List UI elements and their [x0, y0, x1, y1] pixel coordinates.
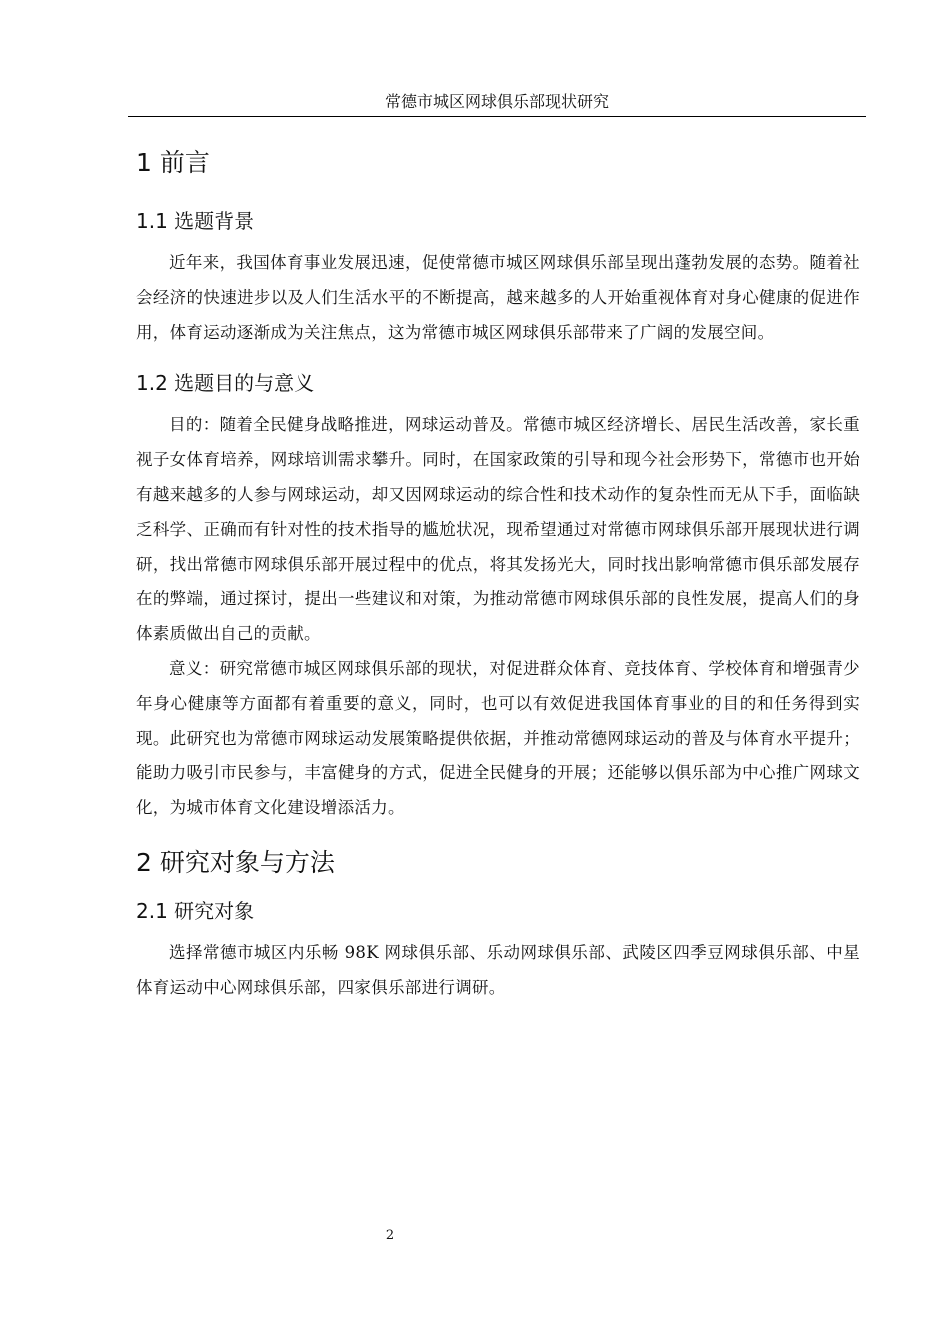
section-2-1-paragraph: 选择常德市城区内乐畅 98K 网球俱乐部、乐动网球俱乐部、武陵区四季豆网球俱乐部、中星体育运动中心网球俱乐部，四家俱乐部进行调研。: [136, 942, 860, 997]
page-number: 2: [385, 1228, 395, 1243]
running-header-title: 常德市城区网球俱乐部现状研究: [384, 92, 609, 111]
section-1-1-heading: 1.1 选题背景: [136, 209, 255, 233]
section-2-1-heading: 2.1 研究对象: [136, 898, 255, 923]
page-content: [136, 140, 860, 1006]
running-header: [128, 90, 866, 117]
section-1-1-paragraph: 近年来，我国体育事业发展迅速，促使常德市城区网球俱乐部呈现出蓬勃发展的态势。随着社会经济的快速进步以及人们生活水平的不断提高，越来越多的人开始重视体育对身心健康的促进作用，体育运动逐渐成为关注焦点，这为常德市城区网球俱乐部带来了广阔的发展空间。: [136, 253, 860, 342]
section-1-heading: 1 前言: [136, 148, 210, 177]
section-2-heading: 2 研究对象与方法: [136, 847, 335, 877]
section-1-2-heading: 1.2 选题目的与意义: [136, 371, 315, 396]
section-1-2-purpose-paragraph: 目的：随着全民健身战略推进，网球运动普及。常德市城区经济增长、居民生活改善，家长重视子女体育培养，网球培训需求攀升。同时，在国家政策的引导和现今社会形势下，常德市也开始有越来越多的人参与网球运动，却又因网球运动的综合性和技术动作的复杂性而无从下手，面临缺乏科学、正确而有针对性的技术指导的尴尬状况，现希望通过对常德市网球俱乐部开展现状进行调研，找出常德市网球俱乐部开展过程中的优点，将其发扬光大，同时找出影响常德市俱乐部发展存在的弊端，通过探讨，提出一些建议和对策，为推动常德市网球俱乐部的良性发展，提高人们的身体素质做出自己的贡献。: [136, 415, 860, 644]
section-1-2-significance-paragraph: 意义：研究常德市城区网球俱乐部的现状，对促进群众体育、竞技体育、学校体育和增强青少年身心健康等方面都有着重要的意义，同时，也可以有效促进我国体育事业的目的和任务得到实现。此研究也为常德市网球运动发展策略提供依据，并推动常德网球运动的普及与体育水平提升；能助力吸引市民参与，丰富健身的方式，促进全民健身的开展；还能够以俱乐部为中心推广网球文化，为城市体育文化建设增添活力。: [136, 658, 860, 818]
